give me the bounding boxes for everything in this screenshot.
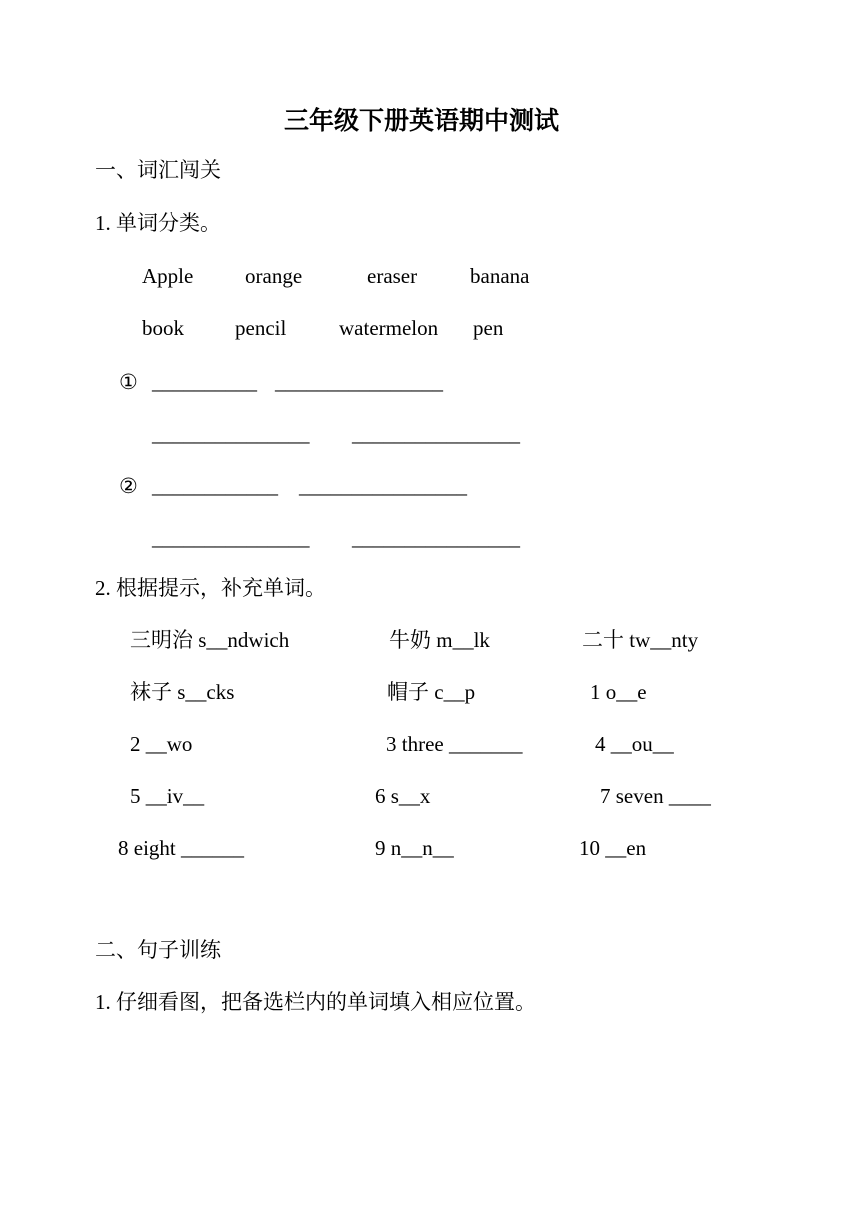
fill-item: 帽子 c__p <box>387 680 476 704</box>
fill-item: 6 s__x <box>375 784 431 808</box>
fill-item: 8 eight ______ <box>118 836 244 860</box>
word-apple: Apple <box>142 264 194 288</box>
section-heading-vocabulary: 一、词汇闯关 <box>95 158 221 182</box>
fill-item: 3 three _______ <box>386 732 523 756</box>
word-banana: banana <box>470 264 530 288</box>
word-watermelon: watermelon <box>339 316 439 340</box>
answer-blank: _______________ <box>152 422 310 446</box>
answer-blank: ________________ <box>275 370 443 394</box>
group-1-marker: ① <box>119 370 138 394</box>
word-book: book <box>142 316 184 340</box>
answer-blank: ________________ <box>299 474 467 498</box>
word-eraser: eraser <box>367 264 418 288</box>
answer-blank: ________________ <box>352 526 520 550</box>
section-heading-sentences: 二、句子训练 <box>95 938 221 962</box>
fill-item: 二十 tw__nty <box>582 628 699 652</box>
fill-item: 牛奶 m__lk <box>389 628 490 652</box>
fill-item: 三明治 s__ndwich <box>130 628 290 652</box>
fill-item: 5 __iv__ <box>130 784 205 808</box>
answer-blank: _______________ <box>152 526 310 550</box>
group-2-marker: ② <box>119 474 138 498</box>
fill-item: 9 n__n__ <box>375 836 454 860</box>
question-1-label: 1. 单词分类。 <box>95 211 221 235</box>
answer-blank: ________________ <box>352 422 520 446</box>
fill-item: 4 __ou__ <box>595 732 674 756</box>
word-pencil: pencil <box>235 316 287 340</box>
answer-blank: ____________ <box>152 474 278 498</box>
section-2-question-1-label: 1. 仔细看图，把备选栏内的单词填入相应位置。 <box>95 990 536 1014</box>
fill-item: 2 __wo <box>130 732 193 756</box>
question-2-label: 2. 根据提示，补充单词。 <box>95 576 326 600</box>
fill-item: 1 o__e <box>590 680 647 704</box>
fill-item: 袜子 s__cks <box>130 680 235 704</box>
word-pen: pen <box>473 316 504 340</box>
page-title: 三年级下册英语期中测试 <box>284 108 560 135</box>
fill-item: 7 seven ____ <box>600 784 711 808</box>
answer-blank: __________ <box>152 370 257 394</box>
word-orange: orange <box>245 264 303 288</box>
fill-item: 10 __en <box>579 836 647 860</box>
